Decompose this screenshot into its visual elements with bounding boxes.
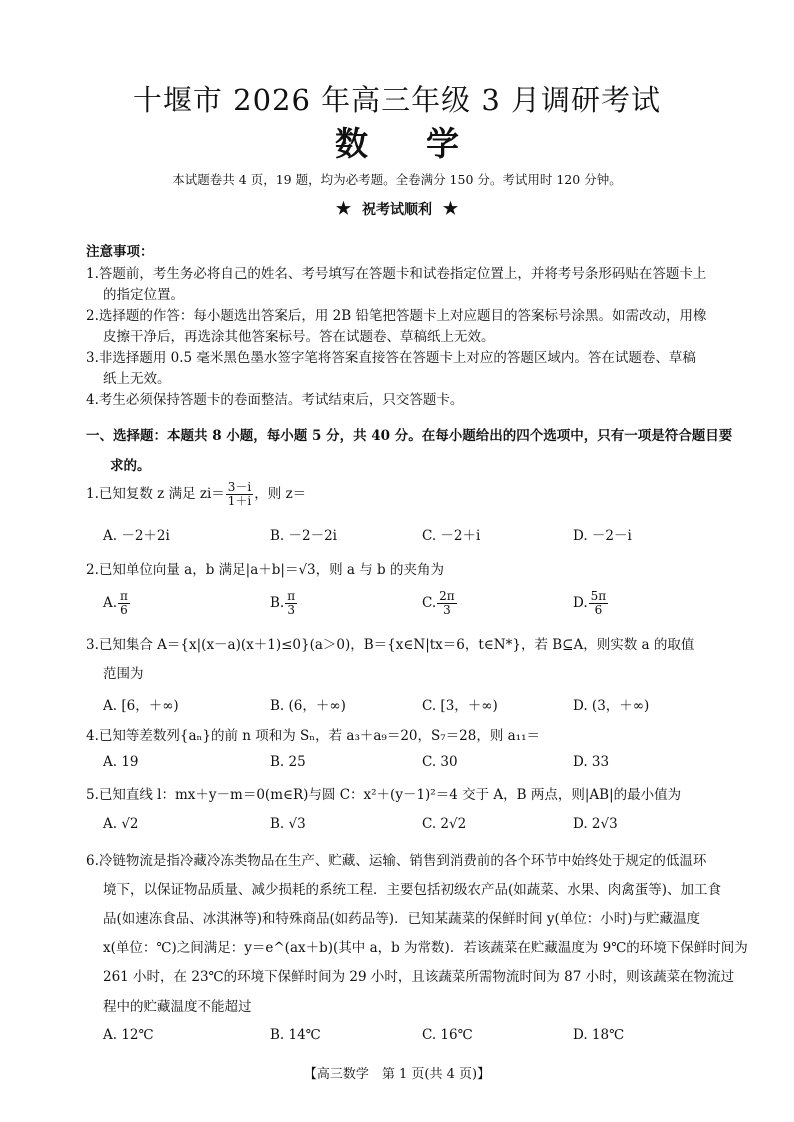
question-6-cont: x(单位：℃)之间满足：y＝e^(ax＋b)(其中 a，b 为常数)．若该蔬菜在贮藏温度为 9℃的环境下保鲜时间为 — [103, 940, 748, 956]
question-4: 4.已知等差数列{aₙ}的前 n 项和为 Sₙ，若 a₃＋a₉＝20，S₇＝28，则 a₁₁＝ — [86, 728, 540, 744]
q1-option-c: C. －2＋i — [422, 528, 481, 544]
q3-option-d: D. (3，＋∞) — [573, 698, 650, 714]
question-6: 6.冷链物流是指冷藏冷冻类物品在生产、贮藏、运输、销售到消费前的各个环节中始终处于规定的低温环 — [86, 853, 707, 869]
question-6-cont: 品(如速冻食品、冰淇淋等)和特殊商品(如药品等)．已知某蔬菜的保鲜时间 y(单位：小时)与贮藏温度 — [103, 911, 701, 927]
good-luck-banner — [0, 199, 794, 219]
question-6-cont: 境下，以保证物品质量、减少损耗的系统工程．主要包括初级农产品(如蔬菜、水果、肉禽蛋等)、加工食 — [103, 882, 722, 898]
q5-option-b: B. √3 — [270, 816, 306, 832]
q5-option-a: A. √2 — [103, 816, 139, 832]
question-3: 3.已知集合 A＝{x|(x－a)(x＋1)≤0}(a＞0)，B＝{x∈N|tx＝6，t∈N*}，若 B⊆A，则实数 a 的取值 — [86, 637, 695, 653]
question-1 — [86, 481, 306, 508]
subject-title: 数学 — [335, 124, 517, 163]
q4-option-a: A. 19 — [103, 754, 139, 770]
exam-title: 十堰市 2026 年高三年级 3 月调研考试 — [132, 83, 662, 117]
q4-option-d: D. 33 — [573, 754, 610, 770]
note-item: 1.答题前，考生务必将自己的姓名、考号填写在答题卡和试卷指定位置上，并将考号条形码贴在答题卡上 — [86, 266, 707, 282]
exam-intro: 本试题卷共 4 页，19 题，均为必考题。全卷满分 150 分。考试用时 120 分钟。 — [172, 172, 622, 187]
q3-option-a: A. [6，＋∞) — [103, 698, 179, 714]
good-luck-text: 祝考试顺利 — [362, 202, 432, 218]
q2-option-d: D. $\frac{5\pi}{6}$ — [573, 589, 607, 617]
q1-stem-post: ，则 z＝ — [254, 486, 307, 502]
q1-option-d: D. －2－i — [573, 528, 632, 544]
question-2: 2.已知单位向量 a，b 满足|a＋b|＝√3，则 a 与 b 的夹角为 — [86, 562, 444, 578]
q5-option-c: C. 2√2 — [422, 816, 467, 832]
star-icon: ★ — [442, 199, 459, 219]
section-heading-cont: 求的。 — [110, 458, 151, 474]
note-item: 3.非选择题用 0.5 毫米黑色墨水签字笔将答案直接答在答题卡上对应的答题区域内。答在试题卷、草稿 — [86, 350, 696, 366]
question-6-cont: 程中的贮藏温度不能超过 — [103, 999, 252, 1015]
q1-fraction: $\frac{3-i}{1+i}$ — [227, 480, 252, 508]
note-item-cont: 纸上无效。 — [103, 371, 171, 387]
note-item: 4.考生必须保持答题卡的卷面整洁。考试结束后，只交答题卡。 — [86, 392, 464, 408]
q6-option-d: D. 18℃ — [573, 1027, 625, 1043]
page-footer: 【高三数学 第 1 页(共 4 页)】 — [303, 1067, 491, 1082]
star-icon: ★ — [335, 199, 352, 219]
q6-option-b: B. 14℃ — [270, 1027, 321, 1043]
note-item-cont: 的指定位置。 — [103, 287, 184, 303]
q4-option-c: C. 30 — [422, 754, 458, 770]
question-3-cont: 范围为 — [103, 666, 144, 682]
section-heading: 一、选择题：本题共 8 小题，每小题 5 分，共 40 分。在每小题给出的四个选项中，只有一项是符合题目要 — [86, 428, 733, 444]
q2-option-c: C. $\frac{2\pi}{3}$ — [422, 589, 455, 617]
q4-option-b: B. 25 — [270, 754, 306, 770]
note-item: 2.选择题的作答：每小题选出答案后，用 2B 铅笔把答题卡上对应题目的答案标号涂黑。如需改动，用橡 — [86, 308, 707, 324]
q1-option-b: B. －2－2i — [270, 528, 337, 544]
notes-heading: 注意事项： — [86, 244, 154, 260]
question-5: 5.已知直线 l：mx＋y－m＝0(m∈R)与圆 C：x²＋(y－1)²＝4 交于 A，B 两点，则|AB|的最小值为 — [86, 787, 682, 803]
q2-option-a: A. $\frac{\pi}{6}$ — [103, 589, 128, 617]
q1-option-a: A. －2＋2i — [103, 528, 170, 544]
q5-option-d: D. 2√3 — [573, 816, 618, 832]
q6-option-c: C. 16℃ — [422, 1027, 473, 1043]
q1-stem-pre: 1.已知复数 z 满足 zi＝ — [86, 486, 225, 502]
q3-option-c: C. [3，＋∞) — [422, 698, 498, 714]
q3-option-b: B. (6，＋∞) — [270, 698, 346, 714]
question-6-cont: 261 小时，在 23℃的环境下保鲜时间为 29 小时，且该蔬菜所需物流时间为 87 小时，则该蔬菜在物流过 — [103, 969, 735, 985]
note-item-cont: 皮擦干净后，再选涂其他答案标号。答在试题卷、草稿纸上无效。 — [103, 329, 495, 345]
q6-option-a: A. 12℃ — [103, 1027, 154, 1043]
q2-option-b: B. $\frac{\pi}{3}$ — [270, 589, 296, 617]
